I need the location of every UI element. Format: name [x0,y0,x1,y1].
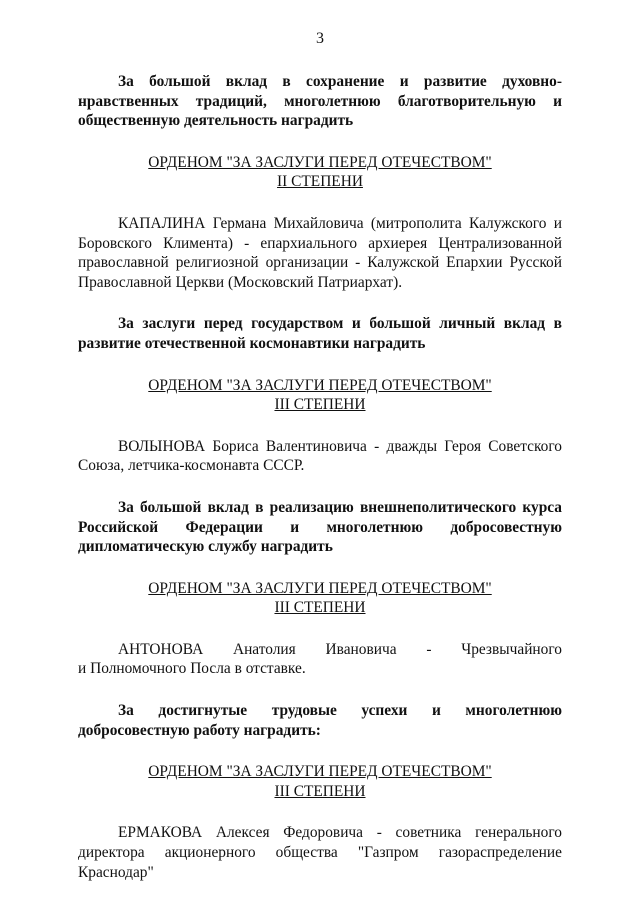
section-3-preamble: За большой вклад в реализацию внешнеполитического курса Российской Федерации и многолетнюю добросовестную дипломатическую службу наградить [78,498,562,556]
section-1-award-title: ОРДЕНОМ "ЗА ЗАСЛУГИ ПЕРЕД ОТЕЧЕСТВОМ" [148,153,492,171]
page-number: 3 [316,30,324,47]
recipient-patronymic: Ивановича [325,640,397,658]
section-4-award-degree: III СТЕПЕНИ [274,782,366,800]
section-3-award-title: ОРДЕНОМ "ЗА ЗАСЛУГИ ПЕРЕД ОТЕЧЕСТВОМ" [148,579,492,597]
section-4-award-title: ОРДЕНОМ "ЗА ЗАСЛУГИ ПЕРЕД ОТЕЧЕСТВОМ" [148,763,492,781]
section-2-award-degree: III СТЕПЕНИ [274,396,366,414]
section-1-award-degree: II СТЕПЕНИ [277,173,363,191]
recipient-title-start: Чрезвычайного [461,640,562,658]
section-1-recipient: КАПАЛИНА Германа Михайловича (митрополита Калужского и Боровского Климента) - епархиального архиерея Централизованной православной религиозной организации - Калужской Епархии Русской Православной Церкви (Московский Патриархат). [78,214,562,291]
section-2-award-title: ОРДЕНОМ "ЗА ЗАСЛУГИ ПЕРЕД ОТЕЧЕСТВОМ" [148,376,492,394]
section-1-preamble: За большой вклад в сохранение и развитие духовно-нравственных традиций, многолетнюю благотворительную и общественную деятельность наградить [78,73,562,130]
section-4-preamble: За достигнутые трудовые успехи и многолетнюю добросовестную работу наградить: [78,702,562,739]
section-3-recipient-line1 [78,640,562,660]
recipient-dash: - [426,640,432,658]
section-2-preamble: За заслуги перед государством и большой личный вклад в развитие отечественной космонавтики наградить [78,315,562,352]
section-2-recipient: ВОЛЫНОВА Бориса Валентиновича - дважды Героя Советского Союза, летчика-космонавта СССР. [78,437,562,475]
recipient-name: Анатолия [232,640,296,658]
recipient-surname: АНТОНОВА [118,640,204,658]
section-3-award-degree: III СТЕПЕНИ [274,599,366,617]
document-body [78,72,562,882]
section-3-recipient-line2: и Полномочного Посла в отставке. [78,660,306,678]
section-4-recipient: ЕРМАКОВА Алексея Федоровича - советника генерального директора акционерного общества "Газпром газораспределение Краснодар" [78,824,562,881]
